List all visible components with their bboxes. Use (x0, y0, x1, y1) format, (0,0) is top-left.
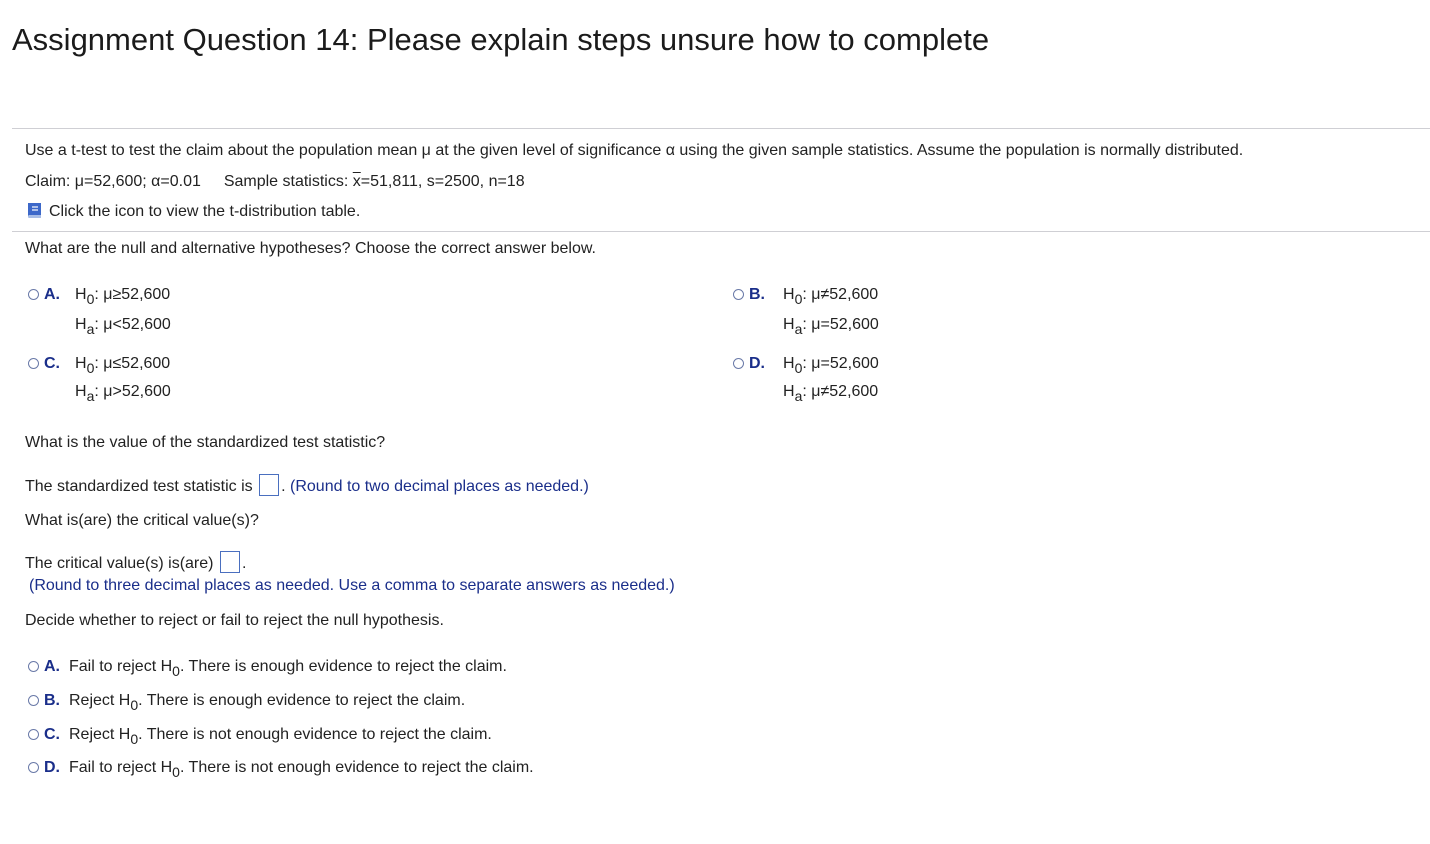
option-letter: B. (749, 286, 765, 303)
q4-prompt: Decide whether to reject or fail to reject the null hypothesis. (25, 612, 444, 629)
q1-b-h0: $H_0$: μ≠52,600 (783, 286, 879, 307)
radio-icon[interactable] (733, 358, 744, 369)
q1-option-b[interactable] (733, 286, 774, 304)
q1-c-ha: $H_a$: μ>52,600 (75, 383, 171, 404)
q2-prompt: What is the value of the standardized test statistic? (25, 434, 386, 451)
divider-top (12, 128, 1430, 129)
option-letter: D. (749, 355, 765, 372)
q4-option-b[interactable]: B. Reject $H_0$. There is enough evidence to reject the claim. (28, 692, 465, 713)
option-letter: A. (44, 286, 60, 303)
q1-a-ha: $H_a$: μ<52,600 (75, 316, 171, 337)
divider-mid (12, 231, 1430, 232)
radio-icon[interactable] (28, 729, 39, 740)
q3-answer-prefix: The critical value(s) is(are) (25, 555, 214, 572)
q1-d-h0: $H_0$: μ=52,600 (783, 355, 879, 376)
q3-answer-line: The critical value(s) is(are) . (25, 551, 246, 573)
q1-a-h0: $H_0$: μ≥52,600 (75, 286, 171, 307)
q1-d-ha: $H_a$: μ≠52,600 (783, 383, 879, 404)
xbar-symbol: $\overline{x}$ (352, 173, 361, 190)
test-statistic-input[interactable] (259, 474, 279, 496)
q2-answer-line: The standardized test statistic is . (Round to two decimal places as needed.) (25, 474, 589, 496)
q1-c-h0: $H_0$: μ≤52,600 (75, 355, 171, 376)
q1-option-c[interactable] (28, 355, 69, 373)
page-title: Assignment Question 14: Please explain steps unsure how to complete (12, 22, 990, 57)
radio-icon[interactable] (28, 661, 39, 672)
radio-icon[interactable] (28, 762, 39, 773)
radio-icon[interactable] (28, 358, 39, 369)
q3-hint: (Round to three decimal places as needed. Use a comma to separate answers as needed.) (29, 577, 675, 594)
q1-option-a[interactable] (28, 286, 69, 304)
stats-rest: =51,811, s=2500, n=18 (360, 173, 525, 190)
q4-option-c[interactable]: C. Reject $H_0$. There is not enough evidence to reject the claim. (28, 726, 492, 747)
stats-prefix: Sample statistics: (223, 173, 353, 190)
option-letter: C. (44, 355, 60, 372)
q1-prompt: What are the null and alternative hypotheses? Choose the correct answer below. (25, 240, 596, 257)
q2-answer-prefix: The standardized test statistic is (25, 478, 253, 495)
radio-icon[interactable] (733, 289, 744, 300)
radio-icon[interactable] (28, 695, 39, 706)
table-link[interactable] (25, 202, 360, 224)
q1-option-d[interactable] (733, 355, 774, 373)
q1-b-ha: $H_a$: μ=52,600 (783, 316, 879, 337)
q4-option-d[interactable]: D. Fail to reject $H_0$. There is not enough evidence to reject the claim. (28, 759, 534, 780)
problem-claim (25, 173, 525, 191)
problem-instructions: Use a t-test to test the claim about the population mean μ at the given level of significance α using the given sample statistics. Assume the population is normally distributed. (25, 142, 1244, 159)
claim-text: Claim: μ=52,600; α=0.01 (25, 173, 201, 190)
book-icon[interactable] (25, 202, 43, 224)
q4-option-a[interactable]: A. Fail to reject $H_0$. There is enough evidence to reject the claim. (28, 658, 507, 679)
table-link-text[interactable]: Click the icon to view the t-distribution table. (49, 203, 361, 220)
q2-hint: (Round to two decimal places as needed.) (290, 478, 589, 495)
q3-prompt: What is(are) the critical value(s)? (25, 512, 259, 529)
radio-icon[interactable] (28, 289, 39, 300)
critical-value-input[interactable] (220, 551, 240, 573)
